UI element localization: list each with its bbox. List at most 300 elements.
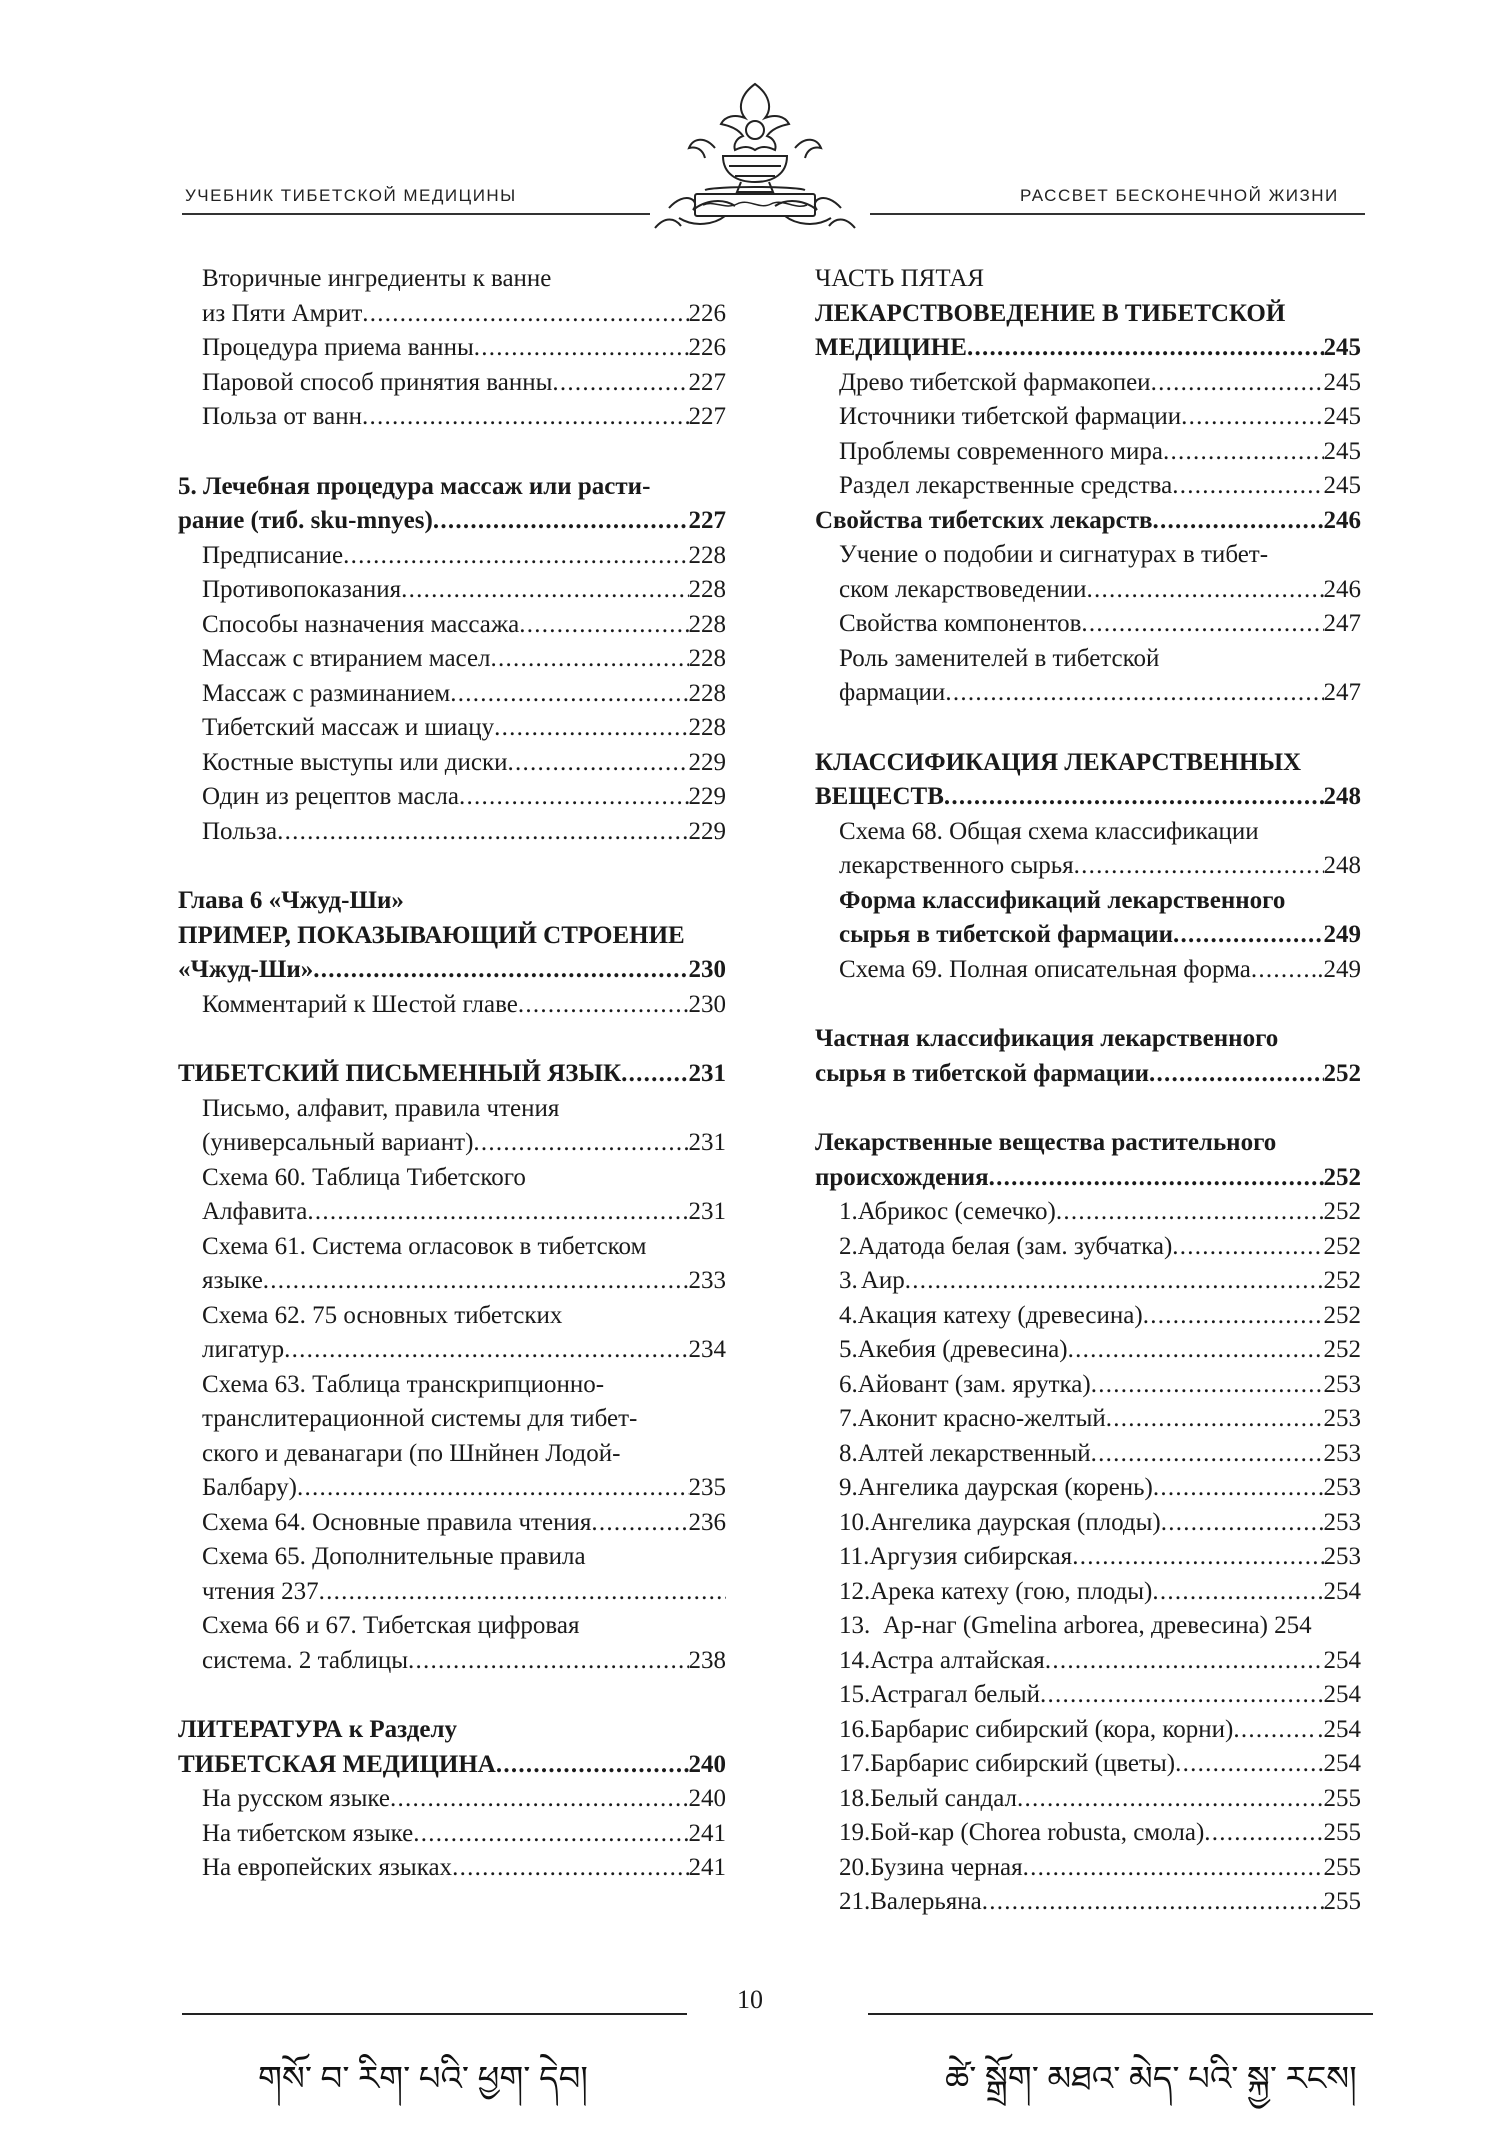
toc-entry-number: 5. bbox=[839, 1336, 858, 1363]
toc-entry-title: Ар-наг (Gmelina arborea, древесина) 254 bbox=[883, 1612, 1312, 1639]
header-left-title: УЧЕБНИК ТИБЕТСКОЙ МЕДИЦИНЫ bbox=[185, 186, 517, 205]
toc-dot-leader bbox=[362, 300, 688, 328]
toc-dot-leader bbox=[967, 334, 1324, 362]
toc-dot-leader bbox=[401, 576, 688, 604]
toc-entry[interactable] bbox=[178, 1578, 726, 1613]
toc-entry-number: 12. bbox=[839, 1577, 871, 1605]
toc-entry[interactable] bbox=[178, 1474, 726, 1509]
toc-entry[interactable] bbox=[178, 645, 726, 680]
toc-entry-page: 252 bbox=[1323, 1301, 1361, 1329]
toc-dot-leader bbox=[284, 1336, 688, 1364]
toc-entry-page: 228 bbox=[688, 541, 726, 569]
toc-entry[interactable] bbox=[178, 1198, 726, 1233]
toc-entry-page: 231 bbox=[688, 1060, 726, 1087]
toc-dot-leader bbox=[552, 369, 688, 397]
toc-entry[interactable] bbox=[815, 507, 1361, 542]
toc-entry[interactable] bbox=[815, 1647, 1361, 1682]
toc-entry-page: 241 bbox=[688, 1819, 726, 1847]
toc-entry-page: .249 bbox=[1317, 955, 1361, 983]
toc-entry-title: система. 2 таблицы bbox=[202, 1646, 409, 1674]
toc-entry-number: 4. bbox=[839, 1301, 858, 1329]
toc-dot-leader bbox=[1087, 576, 1324, 604]
toc-entry-page: 247 bbox=[1323, 610, 1361, 637]
toc-entry-number: 17. bbox=[839, 1750, 871, 1777]
toc-entry[interactable] bbox=[815, 1474, 1361, 1509]
toc-entry[interactable] bbox=[815, 1854, 1361, 1889]
toc-entry-page: 253 bbox=[1323, 1508, 1361, 1536]
toc-entry-page: 235 bbox=[688, 1474, 726, 1501]
toc-entry-number: 1. bbox=[839, 1198, 858, 1225]
toc-entry-title: Аконит красно-желтый bbox=[857, 1405, 1106, 1432]
toc-dot-leader bbox=[390, 1785, 688, 1813]
toc-entry-page: 233 bbox=[688, 1267, 726, 1294]
toc-entry-page: 227 bbox=[688, 507, 726, 534]
toc-entry[interactable] bbox=[178, 1612, 726, 1647]
toc-entry[interactable] bbox=[815, 783, 1361, 818]
toc-entry[interactable] bbox=[815, 1888, 1361, 1923]
toc-entry-title: МЕДИЦИНЕ bbox=[815, 334, 967, 361]
toc-dot-leader bbox=[591, 1509, 688, 1537]
toc-entry-title: Массаж с разминанием bbox=[202, 679, 451, 707]
toc-dot-leader bbox=[1163, 438, 1324, 466]
toc-dot-leader bbox=[362, 403, 689, 431]
toc-dot-leader bbox=[1149, 1060, 1323, 1088]
toc-dot-leader bbox=[459, 783, 689, 811]
toc-entry-page: 252 bbox=[1323, 1198, 1361, 1225]
toc-entry[interactable] bbox=[178, 542, 726, 577]
toc-entry[interactable] bbox=[815, 1681, 1361, 1716]
toc-entry[interactable] bbox=[815, 887, 1361, 922]
toc-entry-title: Алтей лекарственный bbox=[857, 1439, 1091, 1467]
toc-entry-title: Польза bbox=[202, 817, 278, 845]
toc-entry-title: Свойства компонентов bbox=[839, 610, 1082, 637]
toc-entry-page: 253 bbox=[1323, 1439, 1361, 1467]
toc-dot-leader bbox=[1151, 369, 1324, 397]
toc-entry-number: 3. bbox=[839, 1267, 858, 1294]
toc-entry[interactable] bbox=[815, 1371, 1361, 1406]
toc-entry-title: Бузина черная bbox=[870, 1853, 1023, 1881]
toc-entry-title: Астра алтайская bbox=[870, 1646, 1045, 1674]
toc-entry[interactable] bbox=[178, 1164, 726, 1199]
toc-entry-page: 255 bbox=[1323, 1819, 1361, 1846]
toc-entry-title: ТИБЕТСКАЯ МЕДИЦИНА bbox=[178, 1750, 496, 1778]
toc-dot-leader bbox=[1106, 1405, 1324, 1433]
header-right-title: РАССВЕТ БЕСКОНЕЧНОЙ ЖИЗНИ bbox=[1020, 186, 1339, 205]
toc-entry[interactable] bbox=[178, 1751, 726, 1786]
toc-dot-leader bbox=[263, 1267, 689, 1295]
toc-entry-title: Частная классификация лекарственного bbox=[815, 1025, 1279, 1052]
toc-entry-page: 255 bbox=[1323, 1784, 1361, 1812]
toc-entry-number: 7. bbox=[839, 1405, 858, 1432]
toc-entry-title: (универсальный вариант) bbox=[202, 1129, 474, 1156]
toc-entry-page: 245 bbox=[1323, 403, 1361, 430]
toc-dot-leader bbox=[944, 783, 1324, 811]
toc-entry-title: Айовант (зам. ярутка) bbox=[857, 1370, 1091, 1398]
toc-entry-title: Польза от ванн bbox=[202, 403, 362, 430]
toc-entry-page: 254 bbox=[1323, 1750, 1361, 1777]
toc-entry-page: 234 bbox=[688, 1336, 726, 1363]
toc-entry[interactable] bbox=[178, 1405, 726, 1440]
page-number: 10 bbox=[737, 1985, 763, 2014]
toc-entry-title: Схема 69. Полная описательная форма bbox=[839, 955, 1251, 983]
toc-entry[interactable] bbox=[815, 1716, 1361, 1751]
toc-entry[interactable] bbox=[178, 265, 726, 300]
toc-entry[interactable] bbox=[178, 1371, 726, 1406]
toc-entry-title: Ангелика даурская (плоды) bbox=[870, 1508, 1161, 1536]
toc-dot-leader bbox=[989, 1164, 1324, 1192]
toc-dot-leader bbox=[621, 1060, 688, 1088]
toc-entry[interactable] bbox=[178, 369, 726, 404]
toc-dot-leader bbox=[313, 956, 688, 984]
toc-entry-title: Аир bbox=[860, 1267, 905, 1294]
toc-dot-leader bbox=[1173, 921, 1323, 949]
toc-entry-title: Тибетский массаж и шиацу bbox=[202, 714, 495, 741]
footer-rule-left bbox=[182, 2013, 687, 2015]
toc-entry[interactable] bbox=[815, 1302, 1361, 1337]
toc-entry[interactable] bbox=[815, 679, 1361, 714]
toc-entry[interactable] bbox=[178, 473, 726, 508]
toc-entry-page: 252 bbox=[1323, 1336, 1361, 1363]
toc-entry[interactable] bbox=[815, 1267, 1361, 1302]
toc-dot-leader bbox=[518, 991, 689, 1019]
toc-entry-title: Ангелика даурская (корень) bbox=[857, 1474, 1153, 1501]
toc-entry-title: Свойства тибетских лекарств bbox=[815, 506, 1153, 534]
toc-dot-leader bbox=[1181, 403, 1323, 431]
toc-entry-page: 238 bbox=[688, 1646, 726, 1674]
toc-entry[interactable] bbox=[178, 1336, 726, 1371]
toc-dot-leader bbox=[473, 1129, 688, 1157]
toc-entry-title: Костные выступы или диски bbox=[202, 748, 508, 776]
toc-entry-page: 249 bbox=[1323, 921, 1361, 948]
toc-entry-page: 252 bbox=[1323, 1232, 1361, 1260]
toc-dot-leader bbox=[905, 1267, 1324, 1295]
toc-entry-title: ТИБЕТСКИЙ ПИСЬМЕННЫЙ ЯЗЫК bbox=[178, 1060, 622, 1087]
toc-entry[interactable] bbox=[815, 1785, 1361, 1820]
toc-entry[interactable] bbox=[815, 438, 1361, 473]
toc-entry-page: 226 bbox=[688, 299, 726, 327]
toc-entry-title: сырья в тибетской фармации bbox=[815, 1059, 1150, 1087]
toc-entry[interactable] bbox=[178, 991, 726, 1026]
toc-entry-title: Способы назначения массажа bbox=[202, 610, 520, 638]
toc-entry-title: ЛИТЕРАТУРА к Разделу bbox=[178, 1716, 458, 1743]
toc-entry-number: 9. bbox=[839, 1474, 858, 1501]
toc-entry[interactable] bbox=[815, 403, 1361, 438]
toc-entry[interactable] bbox=[815, 645, 1361, 680]
toc-entry[interactable] bbox=[815, 1405, 1361, 1440]
toc-entry[interactable] bbox=[178, 1785, 726, 1820]
toc-entry[interactable] bbox=[178, 887, 726, 922]
toc-dot-leader bbox=[1091, 1371, 1324, 1399]
toc-dot-leader bbox=[1023, 1854, 1324, 1882]
toc-dot-leader bbox=[1251, 956, 1317, 984]
toc-entry[interactable] bbox=[178, 1509, 726, 1544]
toc-entry-title: Адатода белая (зам. зубчатка) bbox=[857, 1232, 1173, 1260]
toc-entry[interactable] bbox=[178, 300, 726, 335]
toc-entry[interactable] bbox=[178, 1095, 726, 1130]
toc-entry-number: 20. bbox=[839, 1853, 871, 1881]
toc-entry-title: чтения 237 bbox=[202, 1577, 319, 1605]
toc-entry-title: Валерьяна bbox=[870, 1888, 982, 1915]
toc-entry-number: 19. bbox=[839, 1819, 871, 1846]
toc-entry-page: 240 bbox=[688, 1785, 726, 1812]
toc-dot-leader bbox=[307, 1198, 688, 1226]
toc-entry-title: Глава 6 «Чжуд-Ши» bbox=[178, 887, 404, 914]
toc-entry[interactable] bbox=[815, 1819, 1361, 1854]
toc-entry[interactable] bbox=[815, 472, 1361, 507]
toc-entry-title: транслитерационной системы для тибет- bbox=[202, 1405, 638, 1432]
toc-entry-page: 255 bbox=[1323, 1853, 1361, 1881]
toc-dot-leader bbox=[496, 1751, 689, 1779]
section-gap bbox=[815, 990, 1361, 1025]
toc-entry-page: 236 bbox=[688, 1508, 726, 1536]
toc-entry[interactable] bbox=[815, 1612, 1361, 1647]
toc-dot-leader bbox=[452, 1854, 688, 1882]
toc-entry[interactable] bbox=[815, 1129, 1361, 1164]
toc-entry[interactable] bbox=[178, 334, 726, 369]
toc-dot-leader bbox=[1152, 1578, 1323, 1606]
toc-entry-title: ском лекарствоведении bbox=[839, 575, 1087, 603]
toc-entry-title: языке bbox=[202, 1267, 263, 1294]
toc-dot-leader bbox=[1081, 610, 1323, 638]
toc-entry[interactable] bbox=[178, 1647, 726, 1682]
footer-tibetan-left: གསོ་ བ་ རིག་ པའི་ ཕྱག་ དེབ། bbox=[258, 2061, 588, 2098]
toc-entry[interactable] bbox=[815, 1509, 1361, 1544]
toc-entry-title: На европейских языках bbox=[202, 1854, 453, 1881]
toc-entry-title: ЧАСТЬ ПЯТАЯ bbox=[815, 265, 985, 292]
toc-entry[interactable] bbox=[178, 507, 726, 542]
toc-entry[interactable] bbox=[178, 611, 726, 646]
toc-entry-number: 18. bbox=[839, 1784, 871, 1812]
toc-entry-title: Лекарственные вещества растительного bbox=[815, 1129, 1277, 1156]
toc-entry-page: 241 bbox=[688, 1854, 726, 1881]
toc-entry[interactable] bbox=[815, 1198, 1361, 1233]
toc-dot-leader bbox=[1056, 1198, 1324, 1226]
toc-entry-page: 254 bbox=[1323, 1681, 1361, 1708]
toc-entry[interactable] bbox=[815, 334, 1361, 369]
toc-dot-leader bbox=[343, 542, 688, 570]
toc-entry[interactable] bbox=[815, 1025, 1361, 1060]
toc-dot-leader bbox=[491, 645, 689, 673]
toc-dot-leader bbox=[519, 611, 688, 639]
toc-entry[interactable] bbox=[178, 922, 726, 957]
toc-entry-title: Аргузия сибирская bbox=[869, 1543, 1073, 1570]
toc-entry[interactable] bbox=[815, 1750, 1361, 1785]
toc-entry-number: 16. bbox=[839, 1715, 871, 1743]
toc-dot-leader bbox=[1143, 1302, 1324, 1330]
toc-dot-leader bbox=[1072, 1543, 1323, 1571]
toc-entry-number: 11. bbox=[839, 1543, 870, 1570]
toc-entry[interactable] bbox=[815, 1164, 1361, 1199]
toc-entry-title: Арека катеху (гою, плоды) bbox=[870, 1577, 1153, 1605]
toc-dot-leader bbox=[319, 1578, 726, 1606]
toc-entry[interactable] bbox=[815, 749, 1361, 784]
toc-entry-number: 13. bbox=[839, 1612, 871, 1639]
toc-entry[interactable] bbox=[178, 1854, 726, 1889]
toc-entry[interactable] bbox=[815, 1543, 1361, 1578]
toc-entry-page: 228 bbox=[688, 576, 726, 603]
toc-entry[interactable] bbox=[178, 1060, 726, 1095]
toc-dot-leader bbox=[1091, 1440, 1324, 1468]
toc-entry-title: Схема 65. Дополнительные правила bbox=[202, 1543, 586, 1570]
toc-entry[interactable] bbox=[178, 1543, 726, 1578]
toc-entry-title: Учение о подобии и сигнатурах в тибет- bbox=[839, 541, 1269, 568]
toc-entry-title: 5. Лечебная процедура массаж или расти- bbox=[178, 472, 651, 500]
toc-entry-title: Бой-кар (Chorea robusta, смола) bbox=[870, 1819, 1205, 1846]
toc-dot-leader bbox=[1153, 1474, 1324, 1502]
toc-entry-page: 228 bbox=[688, 645, 726, 672]
toc-entry-page: 229 bbox=[688, 783, 726, 810]
toc-entry[interactable] bbox=[815, 1578, 1361, 1613]
toc-entry-page: 229 bbox=[688, 748, 726, 776]
toc-dot-leader bbox=[1017, 1785, 1324, 1813]
toc-entry[interactable] bbox=[178, 714, 726, 749]
toc-entry[interactable] bbox=[815, 852, 1361, 887]
toc-entry-title: Схема 68. Общая схема классификации bbox=[839, 817, 1259, 845]
toc-entry-title: Белый сандал bbox=[870, 1784, 1017, 1812]
toc-entry[interactable] bbox=[815, 576, 1361, 611]
header-rule-right bbox=[870, 213, 1365, 215]
toc-entry-title: Схема 62. 75 основных тибетских bbox=[202, 1301, 563, 1329]
toc-entry[interactable] bbox=[178, 576, 726, 611]
toc-entry-page: 228 bbox=[688, 610, 726, 638]
toc-entry-title: лигатур bbox=[202, 1336, 285, 1363]
toc-entry[interactable] bbox=[178, 956, 726, 991]
toc-dot-leader bbox=[945, 679, 1323, 707]
toc-entry-page: 229 bbox=[688, 817, 726, 845]
toc-entry-title: Источники тибетской фармации bbox=[839, 403, 1182, 430]
toc-entry-page: 240 bbox=[688, 1750, 726, 1778]
toc-entry-number: 6. bbox=[839, 1370, 858, 1398]
toc-entry[interactable] bbox=[178, 1820, 726, 1855]
toc-entry-title: Акация катеху (древесина) bbox=[857, 1301, 1143, 1329]
toc-entry[interactable] bbox=[815, 921, 1361, 956]
toc-entry[interactable] bbox=[178, 749, 726, 784]
toc-entry-page: 254 bbox=[1323, 1646, 1361, 1674]
toc-entry[interactable] bbox=[815, 1060, 1361, 1095]
vase-emblem-icon bbox=[645, 78, 865, 238]
toc-entry[interactable] bbox=[178, 680, 726, 715]
toc-entry-title: Абрикос (семечко) bbox=[857, 1198, 1056, 1225]
toc-dot-leader bbox=[277, 818, 688, 846]
toc-entry-title: Процедура приема ванны bbox=[202, 334, 474, 361]
footer-rule-right bbox=[868, 2013, 1373, 2015]
toc-entry-number: 21. bbox=[839, 1888, 871, 1915]
section-gap bbox=[178, 438, 726, 473]
toc-entry-page: 248 bbox=[1323, 852, 1361, 879]
toc-entry-page: 247 bbox=[1323, 679, 1361, 706]
toc-entry-page: 252 bbox=[1323, 1059, 1361, 1087]
toc-right-column bbox=[815, 265, 1361, 1923]
toc-entry-title: Барбарис сибирский (цветы) bbox=[870, 1750, 1176, 1777]
toc-entry-title: Раздел лекарственные средства bbox=[839, 472, 1173, 499]
toc-entry[interactable] bbox=[178, 1716, 726, 1751]
toc-entry-title: Схема 60. Таблица Тибетского bbox=[202, 1163, 526, 1191]
toc-dot-leader bbox=[450, 680, 688, 708]
toc-dot-leader bbox=[1068, 1336, 1324, 1364]
toc-entry-page: 255 bbox=[1323, 1888, 1361, 1915]
toc-entry-page: .254 bbox=[1317, 1715, 1361, 1743]
toc-entry[interactable] bbox=[815, 369, 1361, 404]
toc-entry-title: рание (тиб. sku-mnyes) bbox=[178, 507, 433, 534]
toc-entry-title: Паровой способ принятия ванны bbox=[202, 368, 553, 396]
toc-entry[interactable] bbox=[815, 265, 1361, 300]
toc-entry[interactable] bbox=[178, 1267, 726, 1302]
toc-entry-title: из Пяти Амрит bbox=[202, 299, 363, 327]
toc-entry-page: 227 bbox=[688, 403, 726, 430]
toc-entry-page: 253 bbox=[1323, 1543, 1361, 1570]
toc-entry-title: лекарственного сырья bbox=[839, 852, 1074, 879]
toc-entry-title: Схема 64. Основные правила чтения bbox=[202, 1508, 592, 1536]
toc-entry-title: фармации bbox=[839, 679, 946, 706]
toc-entry[interactable] bbox=[178, 1233, 726, 1268]
toc-entry[interactable] bbox=[815, 956, 1361, 991]
toc-entry-number: 14. bbox=[839, 1646, 871, 1674]
toc-dot-leader bbox=[408, 1647, 688, 1675]
toc-entry-page: 230 bbox=[688, 956, 726, 983]
toc-entry-page: 228 bbox=[688, 714, 726, 741]
toc-entry-title: Предписание bbox=[202, 541, 344, 569]
toc-entry-title: Форма классификаций лекарственного bbox=[839, 886, 1286, 914]
toc-dot-leader bbox=[982, 1888, 1324, 1916]
toc-entry-page: 246 bbox=[1323, 506, 1361, 534]
toc-entry[interactable] bbox=[815, 1336, 1361, 1371]
toc-entry-title: Схема 63. Таблица транскрипционно- bbox=[202, 1370, 605, 1398]
toc-entry[interactable] bbox=[178, 403, 726, 438]
toc-entry-title: Массаж с втиранием масел bbox=[202, 645, 491, 672]
toc-entry-page: 253 bbox=[1323, 1370, 1361, 1398]
toc-entry[interactable] bbox=[178, 818, 726, 853]
toc-entry[interactable] bbox=[815, 610, 1361, 645]
toc-entry-title: ЛЕКАРСТВОВЕДЕНИЕ В ТИБЕТСКОЙ bbox=[815, 299, 1286, 327]
toc-entry-number: 2. bbox=[839, 1232, 858, 1260]
toc-entry-title: Балбару) bbox=[202, 1474, 297, 1501]
toc-entry-title: Астрагал белый bbox=[870, 1681, 1041, 1708]
toc-entry-title: КЛАССИФИКАЦИЯ ЛЕКАРСТВЕННЫХ bbox=[815, 748, 1302, 776]
toc-entry[interactable] bbox=[178, 783, 726, 818]
toc-dot-leader bbox=[413, 1820, 688, 1848]
toc-entry-title: сырья в тибетской фармации bbox=[839, 921, 1174, 948]
toc-entry-page: 245 bbox=[1323, 472, 1361, 499]
toc-dot-leader bbox=[1175, 1750, 1323, 1778]
toc-dot-leader bbox=[433, 507, 689, 535]
toc-entry[interactable] bbox=[178, 1302, 726, 1337]
toc-entry-title: Схема 61. Система огласовок в тибетском bbox=[202, 1232, 647, 1260]
toc-entry[interactable] bbox=[815, 541, 1361, 576]
toc-entry[interactable] bbox=[815, 1233, 1361, 1268]
toc-entry[interactable] bbox=[815, 300, 1361, 335]
toc-dot-leader bbox=[1204, 1819, 1323, 1847]
toc-dot-leader bbox=[1233, 1716, 1317, 1744]
toc-entry[interactable] bbox=[815, 818, 1361, 853]
toc-entry-page: 253 bbox=[1323, 1474, 1361, 1501]
toc-entry[interactable] bbox=[815, 1440, 1361, 1475]
toc-left-column bbox=[178, 265, 726, 1889]
toc-entry-title: «Чжуд-Ши» bbox=[178, 956, 314, 983]
toc-dot-leader bbox=[297, 1474, 689, 1502]
section-gap bbox=[178, 852, 726, 887]
toc-entry-page: 230 bbox=[688, 990, 726, 1018]
toc-dot-leader bbox=[1161, 1509, 1324, 1537]
toc-entry-title: Письмо, алфавит, правила чтения bbox=[202, 1094, 560, 1122]
toc-entry[interactable] bbox=[178, 1129, 726, 1164]
toc-entry-page: 228 bbox=[688, 679, 726, 707]
toc-entry-title: ВЕЩЕСТВ bbox=[815, 783, 944, 810]
toc-entry-number: 15. bbox=[839, 1681, 871, 1708]
toc-entry-title: Проблемы современного мира bbox=[839, 437, 1163, 465]
toc-entry-title: Противопоказания bbox=[202, 576, 402, 603]
toc-entry-page: 231 bbox=[688, 1129, 726, 1156]
toc-entry[interactable] bbox=[178, 1440, 726, 1475]
